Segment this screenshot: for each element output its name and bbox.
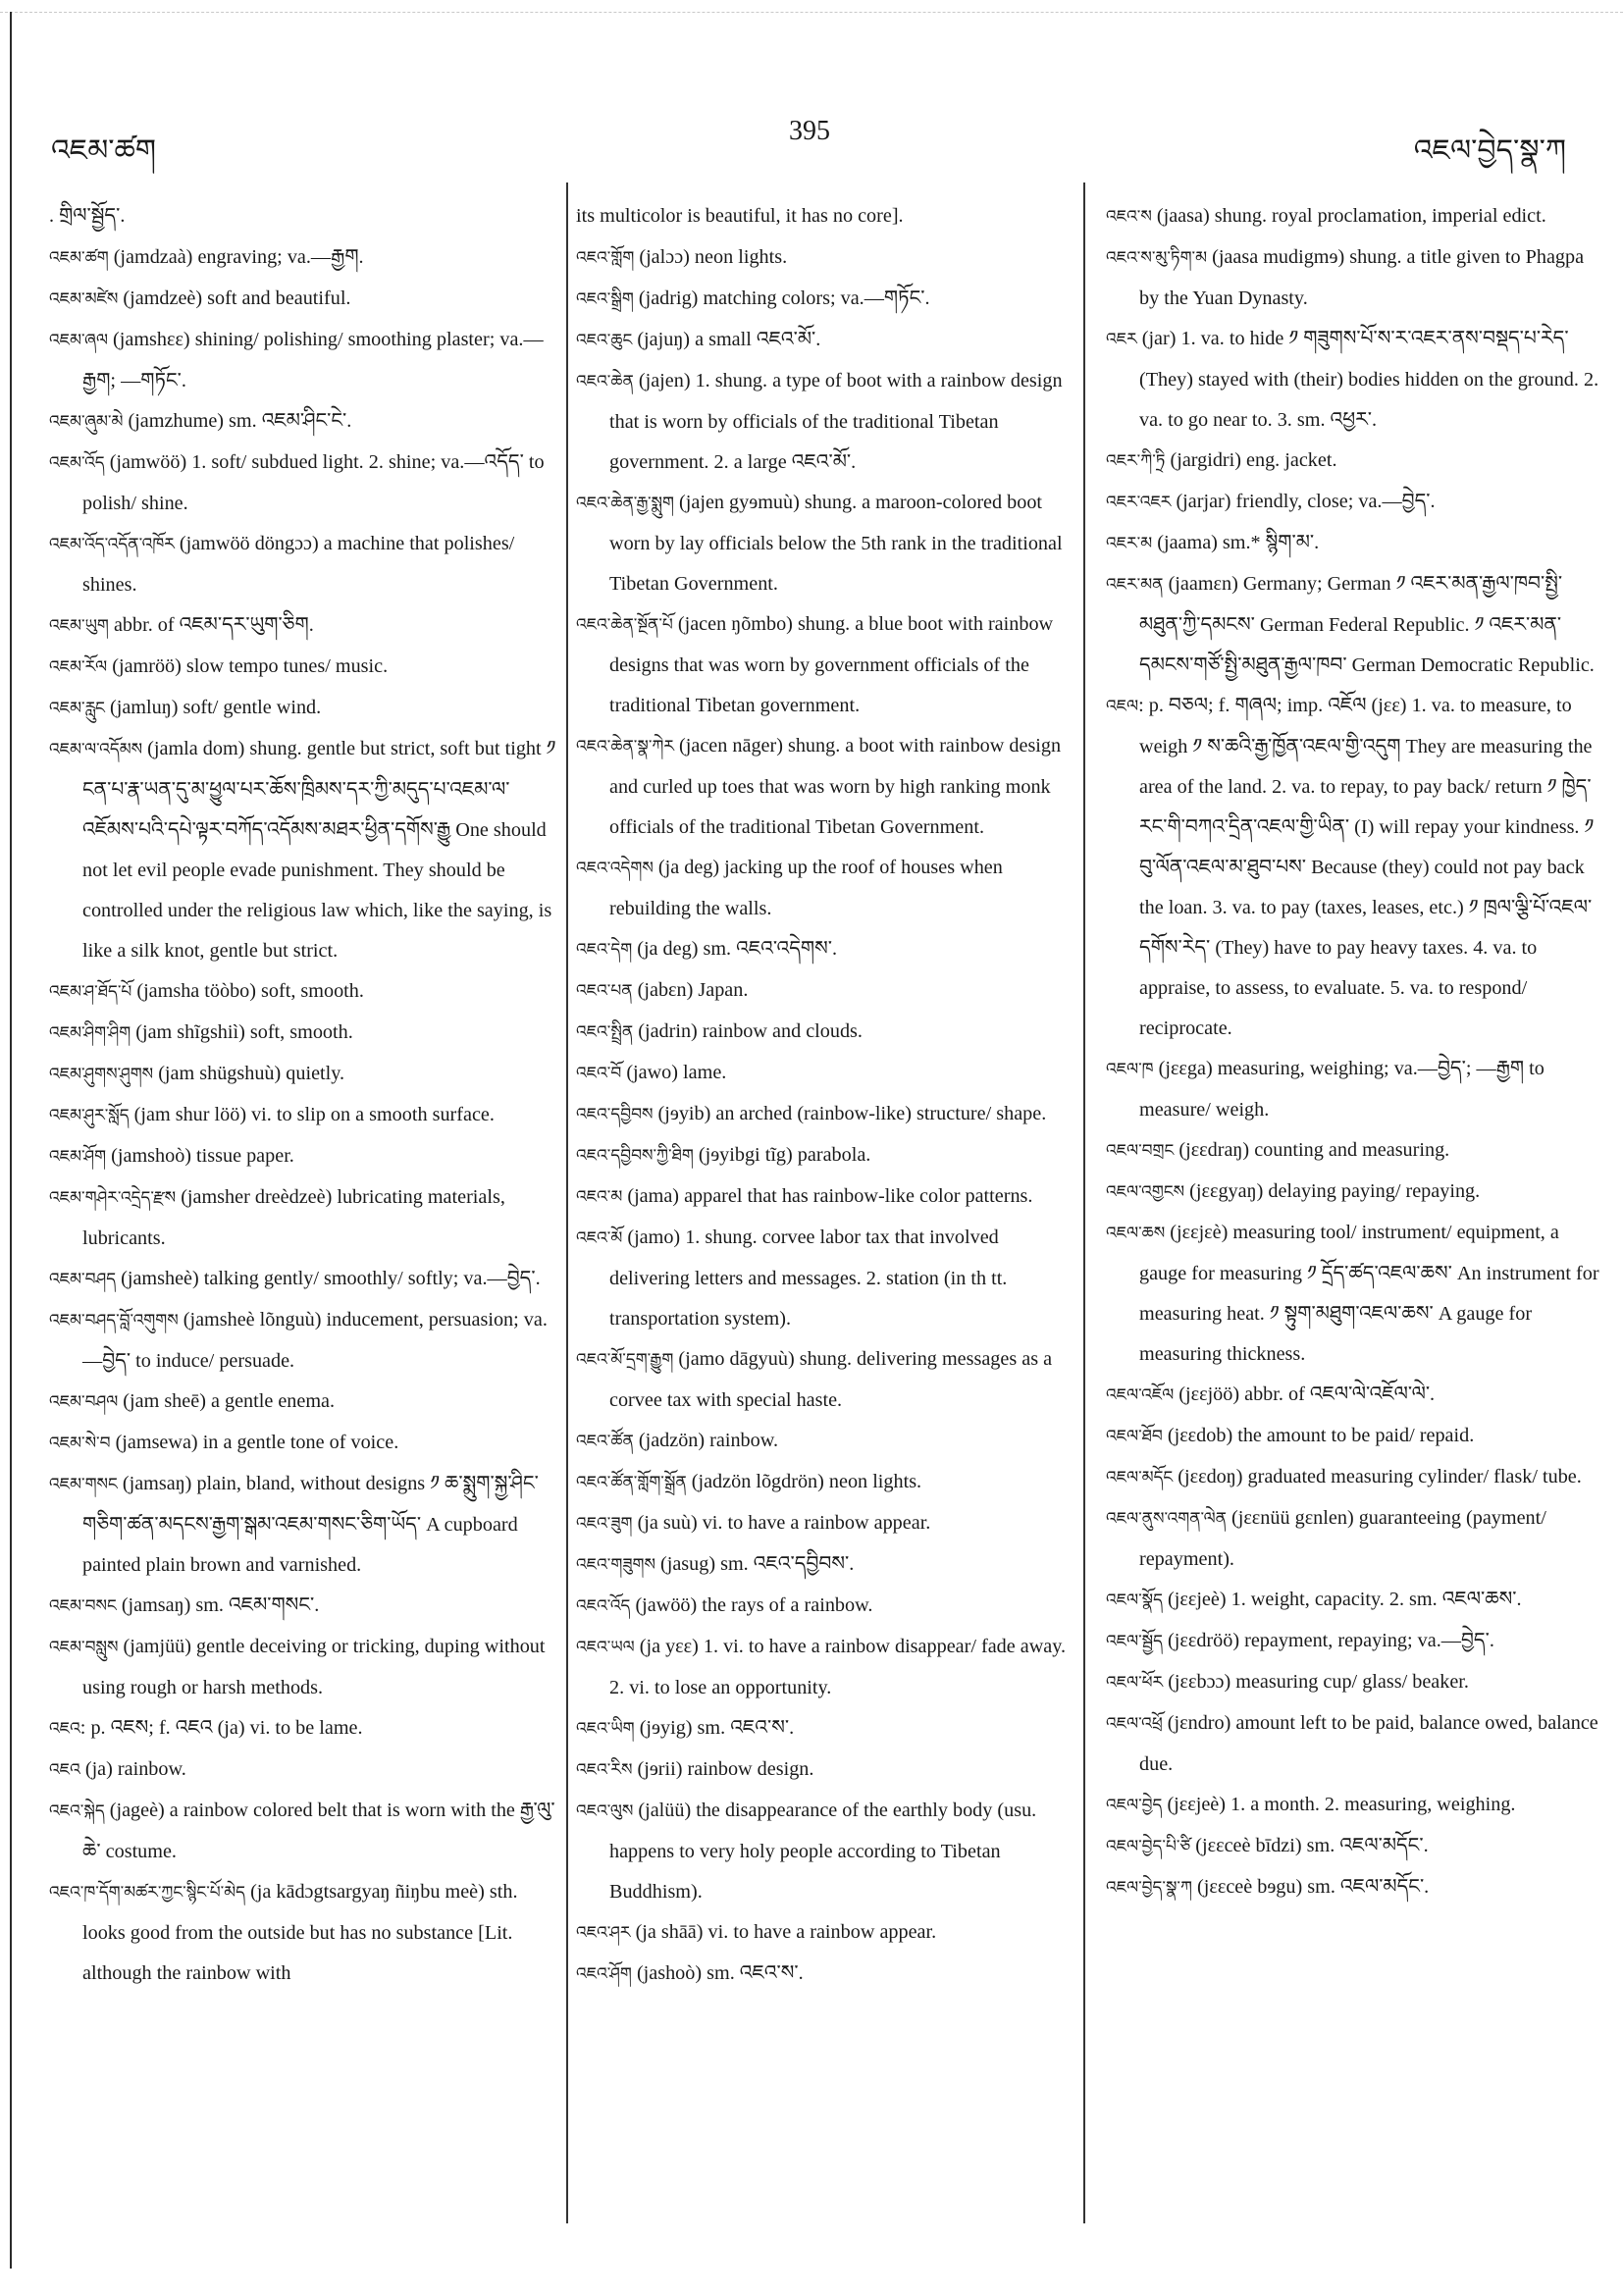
dictionary-entry [49, 1708, 559, 1749]
dictionary-entry [49, 320, 559, 401]
column-divider-2 [1083, 183, 1085, 2223]
entry-headword: འཇའ་ཤར [576, 1923, 631, 1943]
dictionary-entry [576, 1954, 1072, 1995]
entry-headword: འཇམ་ཡུག [49, 616, 109, 636]
entry-definition: abbr. of འཇམ་དར་ཡུག་ཅིག. [108, 614, 314, 636]
page-number: 395 [789, 116, 830, 146]
dictionary-entry [49, 688, 559, 729]
entry-definition: (jɛɛdröö) repayment, repaying; va.—བྱེད་. [1162, 1630, 1494, 1651]
entry-definition: (jamsewa) in a gentle tone of voice. [110, 1432, 399, 1453]
entry-definition: (jamsaŋ) sm. འཇམ་གསང་. [116, 1594, 320, 1616]
dictionary-entry [576, 237, 1072, 279]
entry-headword: འཇའ་དབྱིབས [576, 1105, 654, 1124]
entry-headword: འཇའ་སྐེད [49, 1801, 105, 1821]
entry-headword: འཇམ་ཚག [49, 248, 109, 268]
entry-definition: (ja yɛɛ) 1. vi. to have a rainbow disappear/ fade away. 2. vi. to lose an opportunity. [609, 1636, 1067, 1698]
entry-definition: (jɛɛga) measuring, weighing; va.—བྱེད་; —རྒྱག to measure/ weigh. [1139, 1058, 1544, 1121]
entry-definition: (jam shügshuù) quietly. [153, 1063, 345, 1084]
entry-headword: འཇམ་ཞལ [49, 331, 108, 350]
entry-headword: འཇལ་མདོང [1106, 1468, 1174, 1487]
entry-headword: འཇའ་སྒྲིག [576, 289, 634, 309]
dictionary-entry [1106, 1826, 1601, 1867]
dictionary-entry [49, 1259, 559, 1300]
entry-definition: (jargidri) eng. jacket. [1165, 449, 1337, 471]
entry-definition: (jamdzeè) soft and beautiful. [118, 287, 351, 309]
entry-headword: འཇམ་ཤ་ཐོད་པོ [49, 982, 132, 1002]
entry-definition: (jaasa) shung. royal proclamation, imperial edict. [1151, 205, 1546, 227]
entry-definition: (jaamɛn) Germany; German ༡ འཇར་མན་རྒྱལ་ཁབ་སྤྱི་མཐུན་ཀྱི་དམངས་ German Federal Republic. ༡ འཇར་མན་དམངས་གཙོ་སྤྱི་མཐུན་རྒྱལ་ཁབ་ German Democratic Republic. [1139, 573, 1595, 676]
entry-definition: (jɛɛdob) the amount to be paid/ repaid. [1162, 1425, 1475, 1446]
entry-headword: འཇམ་བཤད་བློ་འགུགས [49, 1311, 179, 1331]
dictionary-entry [49, 443, 559, 524]
entry-definition: (jalɔɔ) neon lights. [634, 246, 788, 268]
entry-definition: (jɘyib) an arched (rainbow-like) structure/ shape. [653, 1103, 1047, 1124]
dictionary-entry [576, 1176, 1072, 1218]
entry-headword: འཇའ་སྤྲིན [576, 1022, 634, 1042]
entry-headword: འཇམ་འོད་འདོན་འཁོར [49, 535, 175, 554]
dictionary-entry [1106, 196, 1601, 237]
dictionary-entry [576, 196, 1072, 237]
entry-definition: (jamsaŋ) plain, bland, without designs ༡ ཆ་སྨུག་སྐྱ་ཤིང་གཅིག་ཚན་མདངས་རྒྱག་སྒམ་འཇམ་གསང་ཅིག་ཡོད་ A cupboard painted plain brown and varnished. [82, 1473, 539, 1576]
entry-definition: (jadrin) rainbow and clouds. [633, 1020, 863, 1042]
entry-definition: (jadrig) matching colors; va.—གཏོང་. [633, 287, 930, 309]
entry-headword: འཇའ་ཡལ [576, 1638, 635, 1657]
entry-definition: (jaasa mudigmɘ) shung. a title given to Phagpa by the Yuan Dynasty. [1139, 246, 1585, 309]
entry-headword: འཇལ་འཇོལ [1106, 1385, 1175, 1405]
dictionary-entry [49, 1423, 559, 1464]
dictionary-entry [576, 279, 1072, 320]
entry-headword: འཇམ་གསང [49, 1475, 118, 1494]
dictionary-entry [1106, 1172, 1601, 1213]
column-3 [1106, 196, 1601, 2218]
dictionary-entry [576, 1012, 1072, 1053]
dictionary-entry [1106, 482, 1601, 523]
entry-headword: འཇའ་ལུས [576, 1801, 634, 1821]
dictionary-entry [1106, 1375, 1601, 1416]
entry-definition: (jamsha töòbo) soft, smooth. [131, 980, 364, 1002]
dictionary-entry [576, 1749, 1072, 1791]
entry-headword: འཇམ་གཤེར་འདྲེད་རྫས [49, 1188, 177, 1208]
entry-headword: འཇམ་སེ་བ [49, 1434, 111, 1453]
dictionary-entry [576, 1135, 1072, 1176]
entry-headword: འཇམ་རོལ [49, 657, 108, 677]
column-2 [576, 196, 1072, 2218]
entry-definition: (jɛɛbɔɔ) measuring cup/ glass/ beaker. [1163, 1671, 1469, 1693]
dictionary-entry [49, 1095, 559, 1136]
dictionary-entry [576, 1094, 1072, 1135]
dictionary-entry [576, 1053, 1072, 1094]
entry-headword: འཇམ་ཤོག [49, 1147, 107, 1167]
entry-definition: (jamla dom) shung. gentle but strict, soft but tight ༡ ངན་པ་རྣ་ཡན་དུ་མ་ཕྱུལ་པར་ཆོས་ཁྲིམས་དར་ཀྱི་མདུད་པ་འཇམ་ལ་འཇོམས་པའི་དཔེ་ལྟར་བཀོད་འདོམས་མཐར་ཕྱིན་དགོས་རྒྱུ One should not let evil people evade punishment. They should be controlled under the religious law which, like the saying, is like a silk knot, gentle but strict. [82, 738, 556, 962]
dictionary-entry [1106, 1662, 1601, 1703]
dictionary-entry [49, 1464, 559, 1586]
entry-headword: འཇལ་བྱེད་སྣ་ཀ [1106, 1878, 1192, 1898]
entry-definition: (jamluŋ) soft/ gentle wind. [104, 697, 322, 718]
entry-headword: འཇལ་ཕོར [1106, 1673, 1164, 1693]
dictionary-entry [1106, 1416, 1601, 1457]
entry-definition: (ja shāā) vi. to have a rainbow appear. [630, 1921, 937, 1943]
entry-headword: འཇར [1106, 330, 1137, 349]
entry-definition: . གྲིལ་སྦྱོད་. [49, 205, 126, 227]
entry-headword: འཇའ་ས [1106, 207, 1152, 227]
entry-headword: འཇམ་བཤད [49, 1270, 117, 1289]
entry-headword: འཇམ་བསླུས [49, 1638, 119, 1657]
entry-definition: (jamsheè lõnguù) inducement, persuasion; va.—བྱེད་ to induce/ persuade. [82, 1309, 548, 1372]
dictionary-entry [1106, 319, 1601, 441]
dictionary-entry [49, 524, 559, 605]
dictionary-entry [1106, 523, 1601, 564]
dictionary-entry [49, 1382, 559, 1423]
entry-headword: འཇའ་དེག [576, 940, 633, 960]
dictionary-entry [49, 1872, 559, 1994]
running-head-left: འཇམ་ཚག [51, 133, 157, 168]
entry-definition: : p. འཇས; f. འཇའ (ja) vi. to be lame. [79, 1717, 363, 1739]
dictionary-entry [49, 1177, 559, 1259]
entry-headword: འཇའ་མོ [576, 1228, 623, 1248]
entry-headword: འཇའ་བོ [576, 1064, 622, 1083]
entry-headword: འཇའ་དབྱིབས་ཀྱི་ཐིག [576, 1146, 694, 1166]
entry-definition: (jajuŋ) a small འཇའ་མོ་. [632, 329, 821, 350]
dictionary-entry [49, 1586, 559, 1627]
dictionary-entry [576, 929, 1072, 970]
entry-headword: འཇལ་འགྱངས [1106, 1182, 1185, 1202]
dictionary-entry [576, 1586, 1072, 1627]
dictionary-entry [49, 401, 559, 443]
entry-headword: འཇལ་ནུས་འགན་ལེན [1106, 1509, 1227, 1529]
dictionary-entry [49, 1300, 559, 1382]
entry-headword: འཇམ་ཤུར་སློད [49, 1106, 130, 1125]
dictionary-entry [576, 1462, 1072, 1503]
dictionary-entry [49, 605, 559, 647]
entry-definition: (jawo) lame. [621, 1062, 727, 1083]
dictionary-entry [1106, 1785, 1601, 1826]
entry-headword: འཇའ་ཤོག [576, 1964, 632, 1984]
dictionary-entry [576, 1912, 1072, 1954]
entry-definition: (jashoò) sm. འཇའ་ས་. [631, 1962, 804, 1984]
entry-headword: འཇར་ཀི་ཏྲི [1106, 451, 1166, 471]
entry-headword: འཇལ་འཕྲོ [1106, 1714, 1163, 1734]
entry-definition: (jar) 1. va. to hide ༡ གཟུགས་པོ་ས་ར་འཇར་ནས་བསྡད་པ་རེད་ (They) stayed with (their) bodies hidden on the ground. 2. va. to go near to. 3. sm. འཕྱར་. [1136, 328, 1599, 431]
entry-definition: (jamjüü) gentle deceiving or tricking, duping without using rough or harsh methods. [82, 1636, 546, 1698]
entry-definition: (jɛɛjöö) abbr. of འཇལ་ལེ་འཇོལ་ལེ་. [1174, 1383, 1436, 1405]
dictionary-entry [576, 320, 1072, 361]
entry-headword: འཇའ་ཆུང [576, 331, 633, 350]
entry-definition: (jɘyibgi tĩg) parabola. [693, 1144, 871, 1166]
entry-definition: (jɛɛdraŋ) counting and measuring. [1174, 1139, 1450, 1161]
entry-definition: (jɛɛjeè) 1. a month. 2. measuring, weighing. [1162, 1794, 1516, 1815]
entry-definition: (ja) rainbow. [79, 1758, 186, 1780]
dictionary-entry [576, 483, 1072, 604]
entry-definition: (jɛɛceè bīdzi) sm. འཇལ་མདོང་. [1190, 1835, 1429, 1856]
dictionary-entry [576, 1339, 1072, 1421]
dictionary-entry [1106, 686, 1601, 1049]
entry-definition: (jɛndro) amount left to be paid, balance owed, balance due. [1139, 1712, 1598, 1775]
entry-definition: (jawöö) the rays of a rainbow. [630, 1594, 873, 1616]
column-divider-1 [566, 183, 568, 2223]
entry-headword: འཇམ་ཤིག་ཤིག [49, 1023, 131, 1043]
entry-definition: (ja suù) vi. to have a rainbow appear. [632, 1512, 931, 1534]
dictionary-entry [49, 647, 559, 688]
dictionary-entry [1106, 1621, 1601, 1662]
dictionary-entry [49, 971, 559, 1013]
left-scan-edge [10, 12, 12, 2269]
dictionary-entry [1106, 1213, 1601, 1375]
entry-definition: (jamsher dreèdzeè) lubricating materials, lubricants. [82, 1186, 505, 1249]
entry-headword: འཇལ་བགྲང [1106, 1141, 1175, 1161]
dictionary-entry [49, 1136, 559, 1177]
entry-headword: འཇལ་བྱེད [1106, 1796, 1163, 1815]
dictionary-entry [1106, 564, 1601, 686]
entry-headword: འཇའ་མོ་དྲག་རྒྱུག [576, 1350, 674, 1370]
entry-definition: (jasug) sm. འཇའ་དབྱིབས་. [654, 1553, 855, 1575]
dictionary-entry [49, 1791, 559, 1872]
entry-definition: (jaama) sm.* སྙིག་མ་. [1152, 532, 1320, 553]
entry-headword: འཇམ་རླུང [49, 699, 105, 718]
entry-headword: འཇལ་བྱེད་པི་ཙི [1106, 1837, 1191, 1856]
entry-definition: (ja deg) sm. འཇའ་འདེགས་. [632, 938, 838, 960]
dictionary-entry [576, 848, 1072, 929]
dictionary-entry [1106, 1049, 1601, 1130]
dictionary-entry [576, 1503, 1072, 1544]
running-head-right: འཇལ་བྱེད་སྣ་ཀ [1413, 133, 1566, 168]
entry-headword: འཇའ་མ [576, 1187, 623, 1207]
entry-definition: (jacen ŋõmbo) shung. a blue boot with rainbow designs that was worn by government officials of the traditional Tibetan government. [609, 613, 1054, 716]
entry-definition: (jamwöö) 1. soft/ subdued light. 2. shine; va.—འདོད་ to polish/ shine. [82, 451, 545, 514]
entry-headword: འཇའ [49, 1760, 80, 1780]
entry-headword: འཇམ་ཤུགས་ཤུགས [49, 1065, 154, 1084]
column-1 [49, 196, 559, 2218]
entry-headword: འཇའ་ས་མུ་ཏིག་མ [1106, 248, 1208, 268]
dictionary-entry [1106, 1130, 1601, 1172]
entry-definition: (jalüü) the disappearance of the earthly body (usu. happens to very holy people according to Tibetan Buddhism). [609, 1800, 1037, 1903]
dictionary-entry [49, 729, 559, 971]
dictionary-entry [49, 1749, 559, 1791]
entry-headword: འཇལ [1106, 697, 1139, 716]
dictionary-entry [1106, 237, 1601, 319]
dictionary-entry [576, 726, 1072, 848]
entry-definition: (jageè) a rainbow colored belt that is worn with the རྒྱ་ལུ་ཆེ་ costume. [82, 1800, 555, 1862]
entry-headword: འཇམ་མཛེས [49, 289, 119, 309]
dictionary-entry [49, 1627, 559, 1708]
entry-headword: འཇམ་འོད [49, 453, 105, 473]
dictionary-entry [49, 1054, 559, 1095]
entry-definition: (jadzön lõgdrön) neon lights. [686, 1471, 922, 1492]
dictionary-entry [49, 237, 559, 279]
entry-headword: འཇམ་ཞུམ་མེ [49, 412, 124, 432]
entry-definition: (jɛɛdoŋ) graduated measuring cylinder/ flask/ tube. [1173, 1466, 1582, 1487]
dictionary-entry [49, 279, 559, 320]
entry-headword: འཇར་མ [1106, 534, 1153, 553]
entry-headword: འཇའ་འདེགས [576, 859, 654, 878]
entry-definition: (jɛɛjɛè) measuring tool/ instrument/ equipment, a gauge for measuring ༡ དྲོད་ཚད་འཇལ་ཆས་ An instrument for measuring heat. ༡ སྟུག་མཐུག་འཇལ་ཆས་ A gauge for measuring thickness. [1139, 1222, 1599, 1365]
entry-headword: འཇལ་ཆས [1106, 1224, 1166, 1243]
entry-definition: (jɘyig) sm. འཇའ་ས་. [634, 1717, 795, 1739]
entry-definition: (jamwöö döngɔɔ) a machine that polishes/ shines. [82, 533, 515, 596]
entry-definition: (jacen nāger) shung. a boot with rainbow design and curled up toes that was worn by high ranking monk officials of the traditional Tibetan Government. [609, 735, 1062, 838]
entry-definition: (jɛɛceè bɘgu) sm. འཇལ་མདོང་. [1191, 1876, 1430, 1898]
entry-headword: འཇར་འཇར [1106, 493, 1172, 512]
entry-headword: འཇལ་སྣོད [1106, 1591, 1163, 1610]
dictionary-entry [49, 196, 559, 237]
entry-headword: འཇའ་གློག [576, 248, 635, 268]
dictionary-entry [1106, 1867, 1601, 1908]
dictionary-entry [49, 1013, 559, 1054]
entry-headword: འཇའ་རིས [576, 1760, 633, 1780]
entry-headword: འཇམ་བསང [49, 1596, 117, 1616]
entry-definition: (jɛɛjeè) 1. weight, capacity. 2. sm. འཇལ་ཆས་. [1162, 1589, 1522, 1610]
entry-definition: (jajen) 1. shung. a type of boot with a rainbow design that is worn by officials of the traditional Tibetan government. 2. a large འཇའ་མོ་. [609, 370, 1063, 473]
entry-definition: (jamdzaà) engraving; va.—རྒྱག. [108, 246, 364, 268]
entry-headword: འཇའ [49, 1719, 80, 1739]
entry-definition: (jamo) 1. shung. corvee labor tax that involved delivering letters and messages. 2. station (in th tt. transportation system). [609, 1226, 1008, 1330]
dictionary-entry [1106, 441, 1601, 482]
entry-definition: (jamo dāgyuù) shung. delivering messages as a corvee tax with special haste. [609, 1348, 1053, 1411]
dictionary-entry [1106, 1498, 1601, 1580]
entry-definition: (jɛɛgyaŋ) delaying paying/ repaying. [1184, 1180, 1481, 1202]
dictionary-entry [1106, 1457, 1601, 1498]
entry-definition: (jɘrii) rainbow design. [632, 1758, 814, 1780]
entry-headword: འཇའ་ཆེན་སྔོན་པོ [576, 615, 673, 635]
entry-headword: འཇའ་གཟུགས [576, 1555, 655, 1575]
entry-definition: (jɛɛnüü gɛnlen) guaranteeing (payment/ repayment). [1139, 1507, 1546, 1570]
entry-definition: (jarjar) friendly, close; va.—བྱེད་. [1171, 491, 1436, 512]
dictionary-entry [576, 1544, 1072, 1586]
entry-definition: (jamröö) slow tempo tunes/ music. [107, 655, 389, 677]
entry-headword: འཇའ་འོད [576, 1596, 631, 1616]
entry-headword: འཇའ་ཁ་དོག་མཚར་ཀྱང་སྙིང་པོ་མེད [49, 1883, 246, 1903]
dictionary-entry [1106, 1580, 1601, 1621]
entry-definition: (jamshoò) tissue paper. [106, 1145, 294, 1167]
entry-headword: འཇའ་ཆེན [576, 372, 634, 391]
dictionary-entry [576, 970, 1072, 1012]
dictionary-entry [576, 1708, 1072, 1749]
dictionary-entry [576, 1421, 1072, 1462]
entry-headword: འཇའ་ཡིག [576, 1719, 635, 1739]
entry-definition: (jama) apparel that has rainbow-like color patterns. [622, 1185, 1033, 1207]
entry-definition: its multicolor is beautiful, it has no core]. [576, 205, 904, 227]
entry-headword: འཇའ་པན [576, 981, 633, 1001]
entry-headword: འཇམ་ལ་འདོམས [49, 740, 143, 759]
entry-headword: འཇའ་ཟུག [576, 1514, 633, 1534]
entry-definition: (jajen gyɘmuù) shung. a maroon-colored boot worn by lay officials below the 5th rank in the traditional Tibetan Government. [609, 492, 1063, 595]
entry-headword: འཇའ་ཆེན་རྒྱ་སྨུག [576, 494, 674, 513]
dictionary-entry [576, 1218, 1072, 1339]
dictionary-entry [576, 361, 1072, 483]
entry-headword: འཇལ་ཐོབ [1106, 1427, 1163, 1446]
entry-definition: (jam shur löö) vi. to slip on a smooth surface. [129, 1104, 495, 1125]
dictionary-entry [576, 604, 1072, 726]
top-scan-edge [0, 12, 1623, 13]
entry-headword: འཇར་མན [1106, 575, 1164, 595]
entry-headword: འཇལ་སྦྱོད [1106, 1632, 1163, 1651]
entry-definition: (jamshɛɛ) shining/ polishing/ smoothing plaster; va.—རྒྱག; —གཏོང་. [82, 329, 544, 391]
entry-definition: (jamzhume) sm. འཇམ་ཤིང་ངེ་. [123, 410, 352, 432]
entry-definition: (jamsheè) talking gently/ smoothly/ softly; va.—བྱེད་. [116, 1268, 541, 1289]
entry-definition: (jabɛn) Japan. [632, 979, 749, 1001]
entry-definition: (jam shĩgshiì) soft, smooth. [131, 1021, 353, 1043]
entry-definition: (jadzön) rainbow. [633, 1430, 779, 1451]
entry-headword: འཇམ་བཤལ [49, 1392, 119, 1412]
dictionary-entry [576, 1627, 1072, 1708]
entry-definition: (ja kādɔgtsargyaŋ ñiŋbu meè) sth. looks good from the outside but has no substance [Lit. although the rainbow with [82, 1881, 518, 1984]
entry-definition: (ja deg) jacking up the roof of houses when rebuilding the walls. [609, 857, 1003, 919]
entry-headword: འཇའ་ཆེན་སྣ་ཀེར [576, 737, 674, 757]
dictionary-entry [576, 1791, 1072, 1912]
entry-headword: འཇའ་ཚོན [576, 1432, 634, 1451]
entry-definition: (jam sheē) a gentle enema. [118, 1390, 336, 1412]
entry-definition: : p. བཅལ; f. གཞལ; imp. འཇོལ (jɛɛ) 1. va. to measure, to weigh ༡ ས་ཆའི་རྒྱ་ཁྱོན་འཇལ་གྱི་འདུག They are measuring the area of the land. 2. va. to repay, to pay back/ return ༡ ཁྱེད་རང་གི་བཀའ་དྲིན་འཇལ་གྱི་ཡིན་ (I) will repay your kindness. ༡ བུ་ལོན་འཇལ་མ་ཐུབ་པས་ Because (they) could not pay back the loan. 3. va. to pay (taxes, leases, etc.) ༡ ཁྲལ་ལྕི་པོ་འཇལ་དགོས་རེད་ (They) have to pay heavy taxes. 4. va. to appraise, to assess, to evaluate. 5. va. to respond/ reciprocate. [1138, 695, 1595, 1039]
entry-headword: འཇའ་ཚོན་གློག་སྒྲོན [576, 1473, 687, 1492]
entry-headword: འཇལ་ཁ [1106, 1060, 1154, 1079]
dictionary-entry [1106, 1703, 1601, 1785]
